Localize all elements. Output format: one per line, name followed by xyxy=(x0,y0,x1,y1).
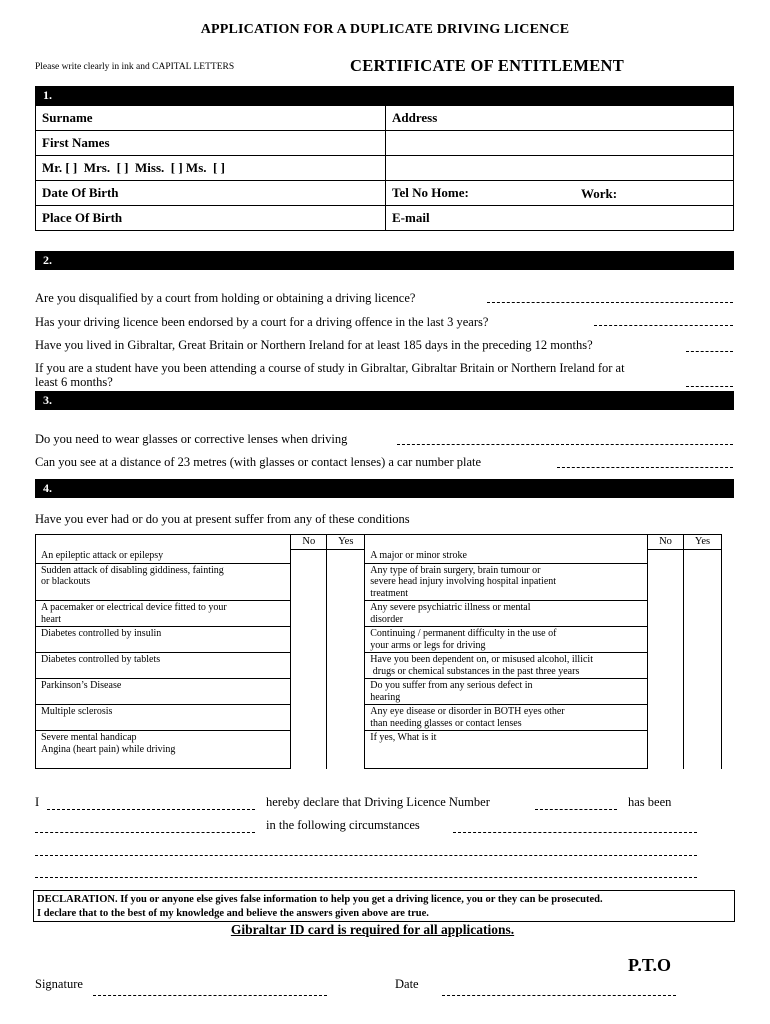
first-names-label: First Names xyxy=(42,135,110,150)
question-student-line2: least 6 months? xyxy=(35,375,113,389)
question-eyesight: Can you see at a distance of 23 metres (with glasses or contact lenses) a car number plate xyxy=(35,455,482,469)
condition-pacemaker xyxy=(36,601,291,627)
condition-ms: Multiple sclerosis xyxy=(36,705,291,731)
dob-field[interactable] xyxy=(36,181,386,206)
left-no-column[interactable] xyxy=(291,549,327,769)
pob-label: Place Of Birth xyxy=(42,210,123,225)
condition-psychiatric xyxy=(365,601,648,627)
condition-limbs-line1: Continuing / permanent difficulty in the use of xyxy=(370,628,557,639)
answer-line-glasses[interactable] xyxy=(397,444,733,445)
condition-angina: Angina (heart pain) while driving xyxy=(41,743,176,755)
condition-eye-line1: Any eye disease or disorder in BOTH eyes other xyxy=(370,706,565,717)
right-condition-header xyxy=(365,535,648,550)
right-yes-column[interactable] xyxy=(683,549,721,769)
section-2-bar: 2. xyxy=(35,251,734,270)
question-glasses: Do you need to wear glasses or corrective lenses when driving xyxy=(35,432,348,446)
condition-parkinsons: Parkinson’s Disease xyxy=(36,679,291,705)
circumstance-line-a[interactable] xyxy=(35,832,255,833)
condition-handicap-angina xyxy=(36,731,291,769)
email-label: E-mail xyxy=(392,210,430,225)
address-label: Address xyxy=(392,110,438,125)
licence-number-line[interactable] xyxy=(535,809,617,810)
condition-alcohol-line2: drugs or chemical substances in the past three years xyxy=(370,665,580,677)
instruction-note: Please write clearly in ink and CAPITAL LETTERS xyxy=(35,62,235,72)
condition-brain-line2: severe head injury involving hospital inpatient xyxy=(370,576,557,587)
condition-limbs-line2: your arms or legs for driving xyxy=(370,639,486,651)
telephone-field[interactable] xyxy=(386,181,734,206)
condition-diabetes-insulin: Diabetes controlled by insulin xyxy=(36,627,291,653)
date-label: Date xyxy=(395,977,419,991)
condition-psych-line2: disorder xyxy=(370,613,404,625)
answer-line-residency[interactable] xyxy=(686,351,733,352)
circumstance-line-b[interactable] xyxy=(453,832,697,833)
right-no-header: No xyxy=(648,535,684,550)
surname-label: Surname xyxy=(42,110,93,125)
condition-if-yes: If yes, What is it xyxy=(365,731,648,769)
question-disqualified: Are you disqualified by a court from holding or obtaining a driving licence? xyxy=(35,291,416,305)
condition-handicap: Severe mental handicap xyxy=(41,732,137,743)
condition-giddiness-line1: Sudden attack of disabling giddiness, fainting xyxy=(41,564,224,576)
left-no-header: No xyxy=(291,535,327,550)
certificate-heading: CERTIFICATE OF ENTITLEMENT xyxy=(350,56,625,75)
condition-giddiness-line2: or blackouts xyxy=(41,576,91,587)
section-1-bar: 1. xyxy=(35,86,734,105)
signature-label: Signature xyxy=(35,977,83,991)
statement-declare: hereby declare that Driving Licence Number xyxy=(266,795,490,809)
address-field-3[interactable] xyxy=(386,156,734,181)
left-yes-column[interactable] xyxy=(327,549,365,769)
declaration-box xyxy=(33,890,735,922)
condition-epilepsy: An epileptic attack or epilepsy xyxy=(36,549,291,563)
statement-has-been: has been xyxy=(628,795,672,809)
title-checkboxes[interactable] xyxy=(36,156,386,181)
left-condition-header xyxy=(36,535,291,550)
address-field[interactable] xyxy=(386,106,734,131)
circumstance-line-d[interactable] xyxy=(35,877,697,878)
condition-diabetes-tablets: Diabetes controlled by tablets xyxy=(36,653,291,679)
first-names-field[interactable] xyxy=(36,131,386,156)
declaration-line1: DECLARATION. If you or anyone else gives false information to help you get a driving licence, you or they can be prosecuted. xyxy=(37,894,603,905)
title-options: Mr. [ ] Mrs. [ ] Miss. [ ] Ms. [ ] xyxy=(42,160,225,175)
tel-home-label: Tel No Home: xyxy=(392,185,469,200)
address-field-2[interactable] xyxy=(386,131,734,156)
statement-i: I xyxy=(35,795,40,809)
condition-brain-surgery xyxy=(365,563,648,601)
surname-field[interactable] xyxy=(36,106,386,131)
answer-line-disqualified[interactable] xyxy=(487,302,733,303)
condition-psych-line1: Any severe psychiatric illness or mental xyxy=(370,602,531,613)
section-4-bar: 4. xyxy=(35,479,734,498)
personal-details-table xyxy=(35,105,734,231)
dob-label: Date Of Birth xyxy=(42,185,119,200)
email-field[interactable] xyxy=(386,206,734,231)
question-endorsed: Has your driving licence been endorsed by a court for a driving offence in the last 3 years? xyxy=(35,315,489,329)
condition-alcohol-line1: Have you been dependent on, or misused alcohol, illicit xyxy=(370,654,593,665)
pob-field[interactable] xyxy=(36,206,386,231)
condition-eye-disease xyxy=(365,705,648,731)
condition-brain-line1: Any type of brain surgery, brain tumour or xyxy=(370,564,541,576)
pto-label: P.T.O xyxy=(628,955,672,975)
question-residency: Have you lived in Gibraltar, Great Britain or Northern Ireland for at least 185 days in the preceding 12 months? xyxy=(35,338,593,352)
circumstance-line-c[interactable] xyxy=(35,855,697,856)
condition-pacemaker-line1: A pacemaker or electrical device fitted to your xyxy=(41,602,227,613)
condition-eye-line2: than needing glasses or contact lenses xyxy=(370,717,522,729)
condition-hearing-line1: Do you suffer from any serious defect in xyxy=(370,680,533,691)
condition-hearing xyxy=(365,679,648,705)
condition-hearing-line2: hearing xyxy=(370,691,401,703)
condition-limbs xyxy=(365,627,648,653)
form-title: APPLICATION FOR A DUPLICATE DRIVING LICENCE xyxy=(200,22,570,37)
right-no-column[interactable] xyxy=(648,549,684,769)
answer-line-student[interactable] xyxy=(686,386,733,387)
declaration-line2: I declare that to the best of my knowledge and believe the answers given above are true. xyxy=(37,908,429,919)
conditions-intro: Have you ever had or do you at present suffer from any of these conditions xyxy=(35,512,410,526)
answer-line-eyesight[interactable] xyxy=(557,467,733,468)
date-line[interactable] xyxy=(442,995,676,996)
condition-pacemaker-line2: heart xyxy=(41,613,61,625)
answer-line-endorsed[interactable] xyxy=(594,325,733,326)
signature-line[interactable] xyxy=(93,995,327,996)
name-line[interactable] xyxy=(47,809,255,810)
section-3-bar: 3. xyxy=(35,391,734,410)
work-label: Work: xyxy=(581,186,618,201)
right-yes-header: Yes xyxy=(683,535,721,550)
condition-brain-line3: treatment xyxy=(370,587,409,599)
statement-circumstances: in the following circumstances xyxy=(266,818,420,832)
id-requirement: Gibraltar ID card is required for all applications. xyxy=(230,922,515,937)
left-yes-header: Yes xyxy=(327,535,365,550)
condition-stroke: A major or minor stroke xyxy=(365,549,648,563)
condition-alcohol-drugs xyxy=(365,653,648,679)
condition-giddiness xyxy=(36,563,291,601)
question-student-line1: If you are a student have you been attending a course of study in Gibraltar, Gibraltar Britain or Northern Ireland for at xyxy=(35,361,625,375)
conditions-table xyxy=(35,534,722,769)
